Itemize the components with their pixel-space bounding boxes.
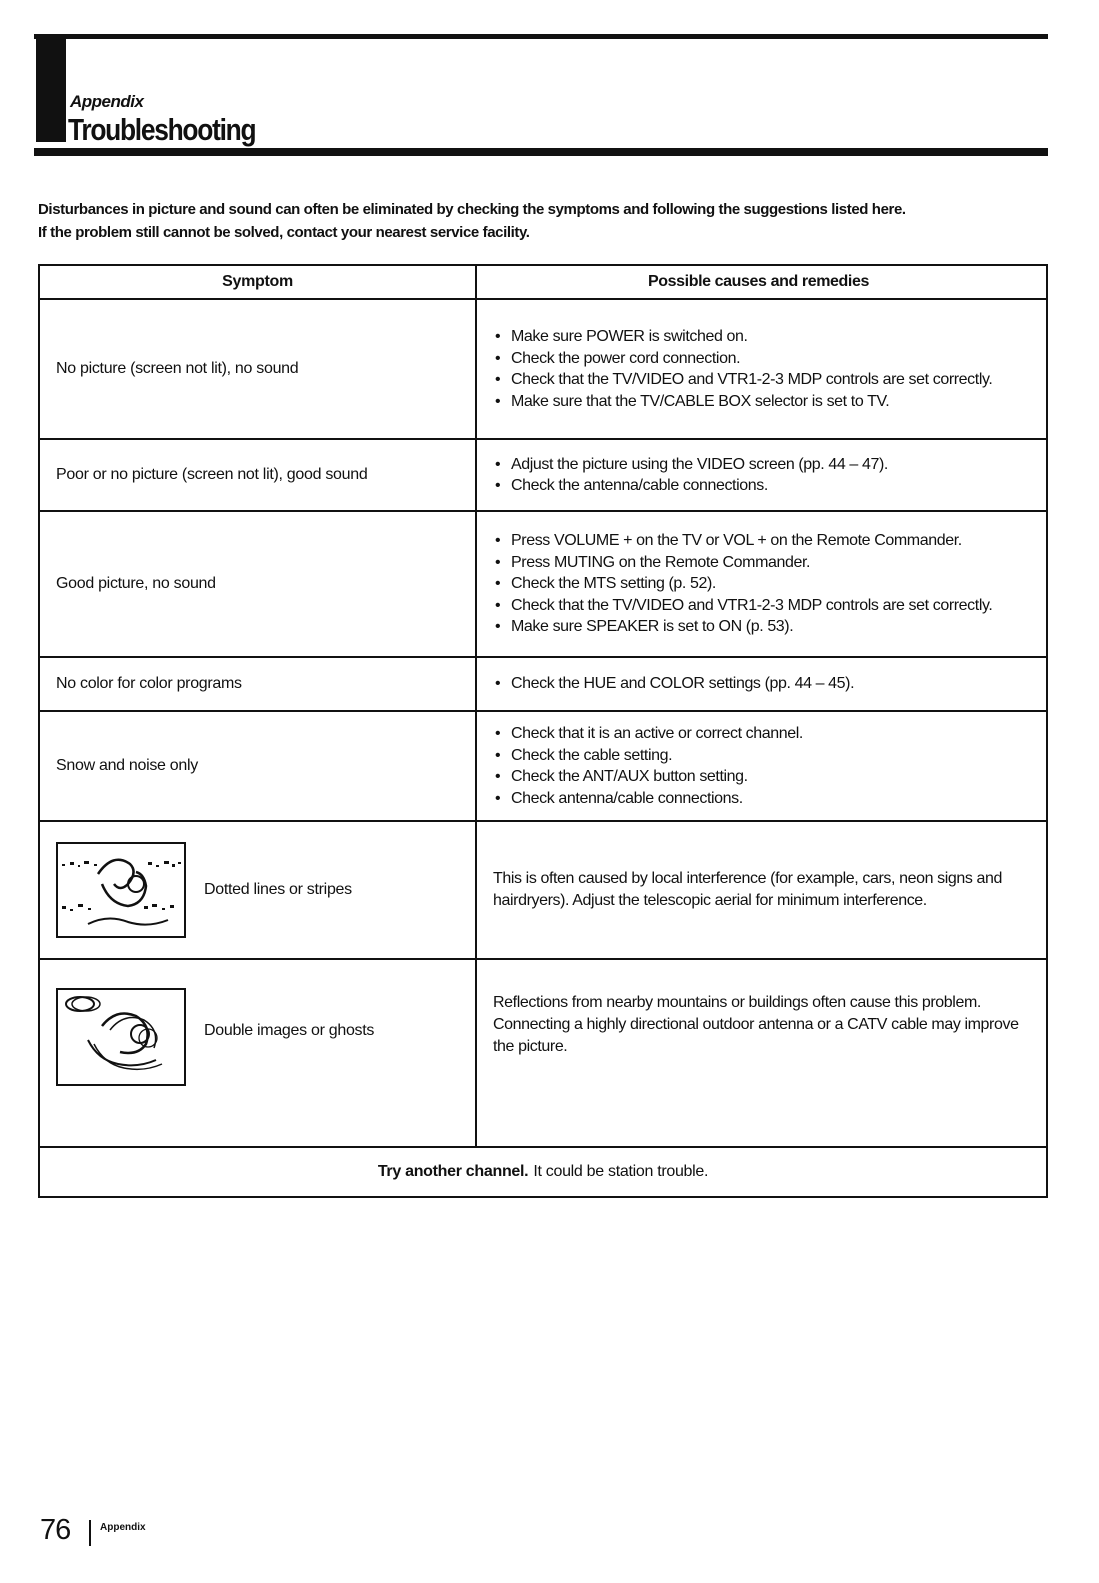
symptom-label: Double images or ghosts	[204, 1022, 375, 1039]
page-number-separator	[89, 1520, 91, 1546]
list-item: • Check the MTS setting (p. 52).	[493, 573, 992, 595]
list-item: • Check antenna/cable connections.	[493, 788, 803, 810]
table-header-row	[40, 264, 1046, 298]
header-bottom-rule	[34, 148, 1048, 156]
remedy-paragraph: Reflections from nearby mountains or buildings often cause this problem. Connecting a highly directional outdoor antenna or a CATV cable may improve the picture.	[493, 994, 1019, 1055]
list-item: • Check the ANT/AUX button setting.	[493, 766, 803, 788]
symptom-cell: No color for color programs	[40, 658, 477, 710]
symptom-cell: Good picture, no sound	[40, 512, 477, 656]
remedies-list	[493, 723, 803, 809]
dotted-lines-tv-picture-icon	[56, 842, 186, 938]
symptom-cell: Poor or no picture (screen not lit), good sound	[40, 440, 477, 510]
table-row	[40, 710, 1046, 820]
table-footer-row	[40, 1146, 1046, 1196]
list-item: • Press MUTING on the Remote Commander.	[493, 552, 992, 574]
section-label: Appendix	[70, 92, 144, 111]
intro-line-1: Disturbances in picture and sound can often be eliminated by checking the symptoms and following the suggestions listed here.	[38, 201, 906, 218]
ghost-image-tv-picture-icon	[56, 988, 186, 1086]
list-item: • Make sure that the TV/CABLE BOX selector is set to TV.	[493, 391, 992, 413]
symptom-cell	[40, 822, 477, 958]
page-number: 76	[40, 1514, 71, 1546]
footer-bold-text: Try another channel.	[377, 1163, 529, 1180]
remedies-cell	[477, 712, 1046, 820]
table-row	[40, 510, 1046, 656]
remedies-header: Possible causes and remedies	[648, 273, 869, 290]
list-item: • Press VOLUME + on the TV or VOL + on the Remote Commander.	[493, 530, 992, 552]
remedies-cell	[477, 822, 1046, 958]
remedies-cell	[477, 440, 1046, 510]
remedies-list	[493, 530, 992, 638]
remedies-list	[493, 454, 888, 497]
remedies-cell	[477, 300, 1046, 438]
header-top-rule	[34, 34, 1048, 39]
footer-text: It could be station trouble.	[533, 1163, 709, 1180]
list-item: • Check the power cord connection.	[493, 348, 992, 370]
symptom-header: Symptom	[40, 266, 477, 298]
list-item: • Check the HUE and COLOR settings (pp. 44 – 45).	[493, 673, 854, 695]
list-item: • Check that the TV/VIDEO and VTR1-2-3 MDP controls are set correctly.	[493, 369, 992, 391]
remedies-list	[493, 673, 854, 695]
list-item: • Check the cable setting.	[493, 745, 803, 767]
header-side-bar	[36, 34, 66, 142]
remedies-list	[493, 326, 992, 412]
list-item: • Check that the TV/VIDEO and VTR1-2-3 MDP controls are set correctly.	[493, 595, 992, 617]
remedies-cell	[477, 512, 1046, 656]
list-item: • Make sure POWER is switched on.	[493, 326, 992, 348]
table-row	[40, 656, 1046, 710]
table-row	[40, 958, 1046, 1146]
list-item: • Adjust the picture using the VIDEO screen (pp. 44 – 47).	[493, 454, 888, 476]
table-row	[40, 438, 1046, 510]
symptom-cell	[40, 960, 477, 1146]
page-title: Troubleshooting	[68, 112, 256, 147]
remedies-cell	[477, 960, 1046, 1146]
symptom-cell: No picture (screen not lit), no sound	[40, 300, 477, 438]
troubleshooting-table	[38, 264, 1048, 1198]
table-row	[40, 298, 1046, 438]
page-footer-section: Appendix	[100, 1522, 146, 1533]
symptom-label: Dotted lines or stripes	[204, 881, 352, 898]
symptom-cell: Snow and noise only	[40, 712, 477, 820]
list-item: • Make sure SPEAKER is set to ON (p. 53).	[493, 616, 992, 638]
table-row	[40, 820, 1046, 958]
list-item: • Check the antenna/cable connections.	[493, 475, 888, 497]
list-item: • Check that it is an active or correct channel.	[493, 723, 803, 745]
remedy-paragraph: This is often caused by local interference (for example, cars, neon signs and hairdryers). Adjust the telescopic aerial for minimum interference.	[493, 870, 1003, 909]
intro-text	[38, 198, 1058, 244]
remedies-cell	[477, 658, 1046, 710]
intro-line-2: If the problem still cannot be solved, contact your nearest service facility.	[38, 224, 530, 241]
